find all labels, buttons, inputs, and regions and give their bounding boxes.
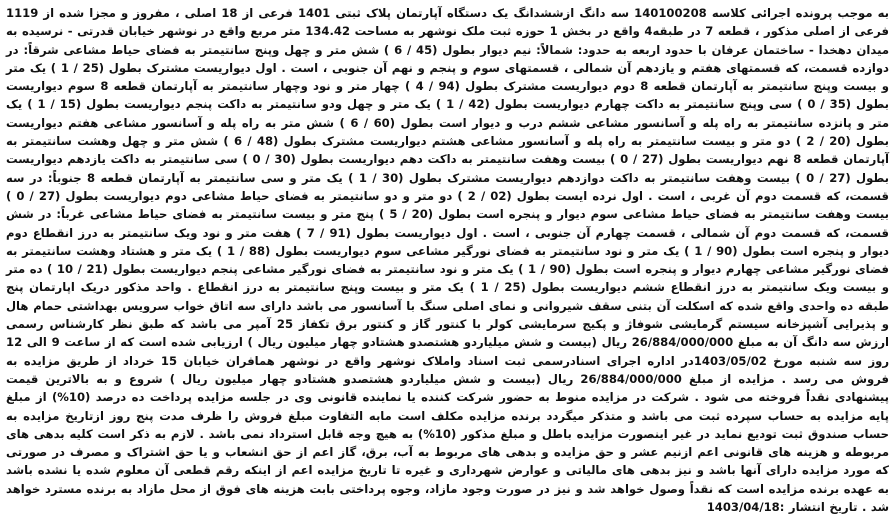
notice-body-text: به موجب پرونده اجرائی کلاسه 140100208 سه دانگ ازششدانگ یک دستگاه آپارتمان پلاک ثبتی 1401 فرعی از 18 اصلی ، مفروز و مجزا شده از 1119 فرعی از اصلی مذکور ، قطعه 7 در طبقه4 واقع در بخش 1 حوزه ثبت ملک نوشهر به مساحت 134.42 متر مربع واقع در نوشهر خیابان قدرتی - نرسیده به میدان دهخدا - ساختمان عرفان با حدود اربعه به حدود: شمالاً: نیم دیوار بطول (45 / 6 ) شش متر و چهل وپنج سانتیمتر به فضای حیاط مشاعی شرقاً: در دوازده قسمت، که قسمتهای هفتم و یازدهم آن شمالی ، قسمتهای سوم و پنجم و نهم آن جنوبی ، است . اول دیواریست مشترک بطول (25 / 1 ) یک متر و بیست وپنج سانتیمتر به آپارتمان قطعه 8 دوم دیواریست مشترک بطول (94 / 4 ) چهار متر و نود وچهار سانتیمتر به آپارتمان قطعه 8 سوم دیواریست بطول (35 / 0 ) سی وپنج سانتیمتر به داکت چهارم دیواریست بطول (42 / 1 ) یک متر و چهل ودو سانتیمتر به داکت پنجم دیواریست بطول (15 / 1 ) یک متر و پانزده سانتیمتر به راه پله و آسانسور مشاعی ششم درب و دیوار است بطول (60 / 6 ) شش متر به راه پله و آسانسور مشاعی هفتم دیواریست بطول (20 / 2 ) دو متر و بیست سانتیمتر به راه پله و آسانسور مشاعی هشتم دیواریست مشترک بطول (48 / 6 ) شش متر و چهل وهشت سانتیمتر به آپارتمان قطعه 8 نهم دیواریست بطول (27 / 0 ) بیست وهفت سانتیمتر به داکت دهم دیواریست بطول (30 / 0 ) سی سانتیمتر به داکت یازدهم دیواریست بطول (27 / 0 ) بیست وهفت سانتیمتر به داکت دوازدهم دیواریست مشترک بطول (30 / 1 ) یک متر و سی سانتیمتر به آپارتمان قطعه 8 جنوباً: در سه قسمت، که قسمت دوم آن غربی ، است . اول نرده ایست بطول (02 / 2 ) دو متر و دو سانتیمتر به فضای حیاط مشاعی دوم دیواریست بطول (27 / 0 ) بیست وهفت سانتیمتر به فضای حیاط مشاعی سوم دیوار و پنجره است بطول (20 / 5 ) پنج متر و بیست سانتیمتر به فضای حیاط مشاعی غرباً: در شش قسمت، که قسمت دوم آن شمالی ، قسمت چهارم آن جنوبی ، است . اول دیواریست بطول (91 / 7 ) هفت متر و نود ویک سانتیمتر به درز انقطاع دوم دیوار و پنجره است بطول (90 / 1 ) یک متر و نود سانتیمتر به فضای نورگیر مشاعی سوم دیواریست بطول (88 / 1 ) یک متر و هشتاد وهشت سانتیمتر به فضای نورگیر مشاعی چهارم دیوار و پنجره است بطول (90 / 1 ) یک متر و نود سانتیمتر به فضای نورگیر مشاعی پنجم دیواریست بطول (21 / 10 ) ده متر و بیست ویک سانتیمتر به درز انقطاع ششم دیواریست بطول (25 / 1 ) یک متر و بیست وپنج سانتیمتر به درز انقطاع . واحد مذکور دریک اپارتمان پنج طبقه ده واحدی واقع شده که اسکلت آن بتنی سقف شیروانی و نمای اصلی سنگ با آسانسور می باشد دارای سه اتاق خواب سرویس بهداشتی حمام هال و پذیرایی آشپزخانه سیستم گرمایشی شوفاژ و پکیج سرمایشی کولر با کنتور گاز و کنتور برق تکفاز 25 آمپر می باشد که طبق نظر کارشناس رسمی ارزش سه دانگ آن به مبلغ 26/884/000/000 ریال (بیست و شش میلیاردو هشتصدو هشتادو چهار میلیون ریال ) ارزیابی شده است که از ساعت 9 الی 12 روز سه شنبه مورخ 1403/05/02در اداره اجرای اسنادرسمی ثبت اسناد واملاک نوشهر واقع در نوشهر همافران خیابان 15 خرداد از طریق مزایده به فروش می رسد . مزایده از مبلغ 26/884/000/000 ریال (بیست و شش میلیاردو هشتصدو هشتادو چهار میلیون ریال ) شروع و به بالاترین قیمت پیشنهادی نقداً فروخته می شود . شرکت در مزایده منوط به حضور شرکت کننده یا نماینده قانونی وی در جلسه مزایده پرداخت ده درصد (10%) از مبلغ پایه مزایده به حساب سپرده ثبت می باشد و متذکر میگردد برنده مزایده مکلف است مابه التفاوت مبلغ فروش را ظرف مدت پنج روز ازتاریخ مزایده به حساب صندوق ثبت تودیع نماید در غیر اینصورت مزایده باطل و مبلغ مذکور (10%) به هیچ وجه قابل استرداد نمی باشد . لازم به ذکر است کلیه بدهی های مربوطه و هزینه های قانونی اعم ازنیم عشر و حق مزایده و بدهی های مربوط به آب، برق، گاز اعم از حق انشعاب و یا حق اشتراک و مصرف در صورتی که مورد مزایده دارای آنها باشد و نیز بدهی های مالیاتی و عوارض شهرداری و غیره تا تاریخ مزایده اعم از اینکه رقم قطعی آن معلوم شده یا نشده باشد به عهده برنده مزایده است که نقداً وصول خواهد شد و نیز در صورت وجود مازاد، وجوه پرداختی بابت هزینه های فوق از محل مازاد به برنده مسترد خواهد شد . تاریخ انتشار :1403/04/18 <box>6 6 890 515</box>
